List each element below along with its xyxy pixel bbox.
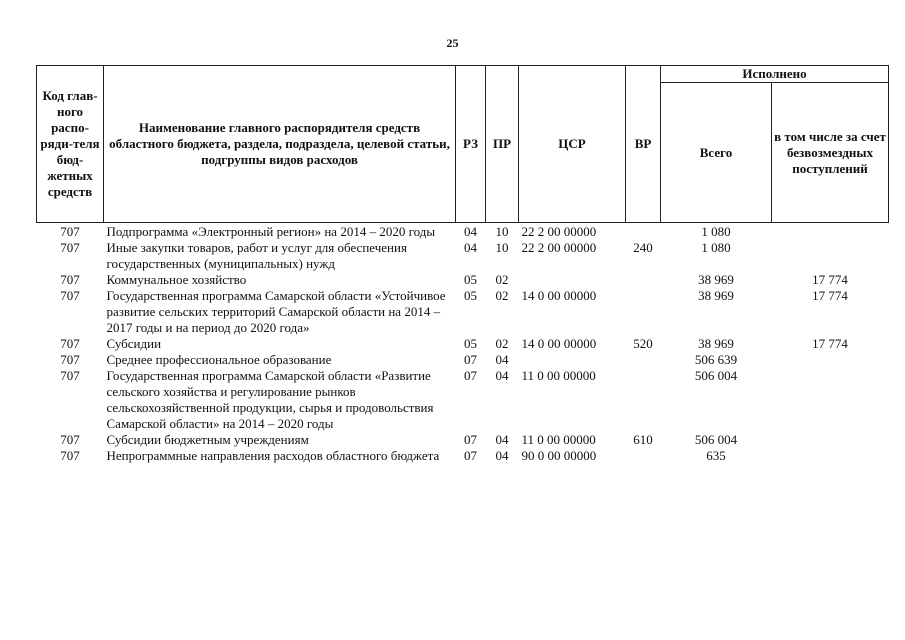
cell-name: Непрограммные направления расходов областного бюджета bbox=[106, 448, 440, 463]
cell-total: 1 080 bbox=[701, 224, 731, 239]
cell-free bbox=[772, 352, 889, 368]
cell-total: 506 004 bbox=[694, 368, 738, 383]
cell-total: 38 969 bbox=[698, 336, 734, 351]
cell-free: 17 774 bbox=[812, 288, 848, 303]
cell-csr: 22 2 00 00000 bbox=[521, 224, 597, 239]
table-row bbox=[37, 432, 889, 448]
header-vr: ВР bbox=[626, 66, 661, 223]
cell-vr: 240 bbox=[633, 240, 653, 255]
cell-csr: 11 0 00 00000 bbox=[521, 368, 596, 383]
cell-rz: 07 bbox=[464, 448, 477, 463]
cell-rz: 04 bbox=[464, 224, 477, 239]
cell-rz: 07 bbox=[464, 352, 477, 367]
cell-code: 707 bbox=[60, 352, 80, 367]
cell-vr bbox=[626, 448, 661, 464]
cell-rz: 05 bbox=[464, 272, 477, 287]
cell-code: 707 bbox=[60, 448, 80, 463]
cell-free bbox=[772, 240, 889, 272]
table-row bbox=[37, 223, 889, 241]
table-body bbox=[37, 223, 889, 465]
header-pr: ПР bbox=[486, 66, 519, 223]
cell-free bbox=[772, 448, 889, 464]
cell-pr: 04 bbox=[495, 368, 509, 383]
cell-pr: 10 bbox=[495, 224, 509, 239]
table-row bbox=[37, 272, 889, 288]
cell-rz: 07 bbox=[464, 432, 477, 447]
cell-vr bbox=[626, 368, 661, 432]
cell-rz: 04 bbox=[464, 240, 477, 255]
table-row bbox=[37, 288, 889, 336]
cell-pr: 02 bbox=[495, 288, 509, 303]
cell-total: 635 bbox=[706, 448, 726, 463]
table-row bbox=[37, 240, 889, 272]
cell-code: 707 bbox=[60, 336, 80, 351]
cell-vr: 520 bbox=[633, 336, 653, 351]
cell-code: 707 bbox=[60, 368, 80, 383]
header-executed: Исполнено bbox=[661, 66, 889, 83]
budget-table bbox=[36, 65, 889, 464]
header-free: в том числе за счет безвозмездных поступлений bbox=[772, 83, 889, 223]
cell-vr bbox=[626, 272, 661, 288]
cell-csr bbox=[519, 272, 626, 288]
cell-pr: 02 bbox=[495, 336, 509, 351]
cell-csr: 90 0 00 00000 bbox=[521, 448, 597, 463]
cell-total: 1 080 bbox=[701, 240, 731, 255]
header-csr: ЦСР bbox=[519, 66, 626, 223]
header-code: Код глав-ного распо-ряди-теля бюд-жетных средств bbox=[37, 66, 104, 223]
cell-vr bbox=[626, 288, 661, 336]
header-name: Наименование главного распорядителя средств областного бюджета, раздела, подраздела, целевой статьи, подгруппы видов расходов bbox=[104, 66, 456, 223]
cell-csr bbox=[519, 352, 626, 368]
cell-name: Государственная программа Самарской области «Устойчивое развитие сельских территорий Самарской области на 2014 – 2017 годы и на период до 2020 года» bbox=[106, 288, 446, 335]
cell-vr bbox=[626, 223, 661, 241]
cell-name: Субсидии бюджетным учреждениям bbox=[106, 432, 309, 447]
table-row bbox=[37, 448, 889, 464]
cell-rz: 05 bbox=[464, 288, 477, 303]
table-header bbox=[37, 66, 889, 223]
cell-total: 506 639 bbox=[694, 352, 738, 367]
cell-csr: 14 0 00 00000 bbox=[521, 288, 597, 303]
table-row bbox=[37, 368, 889, 432]
cell-name: Коммунальное хозяйство bbox=[106, 272, 247, 287]
cell-total: 38 969 bbox=[698, 272, 734, 287]
cell-code: 707 bbox=[60, 432, 80, 447]
cell-code: 707 bbox=[60, 288, 80, 303]
cell-free bbox=[772, 368, 889, 432]
cell-rz: 07 bbox=[464, 368, 477, 383]
header-total: Всего bbox=[661, 83, 772, 223]
cell-free bbox=[772, 432, 889, 448]
cell-name: Среднее профессиональное образование bbox=[106, 352, 332, 367]
cell-csr: 11 0 00 00000 bbox=[521, 432, 596, 447]
cell-name: Подпрограмма «Электронный регион» на 2014 – 2020 годы bbox=[106, 224, 436, 239]
cell-csr: 14 0 00 00000 bbox=[521, 336, 597, 351]
cell-code: 707 bbox=[60, 272, 80, 287]
cell-vr bbox=[626, 352, 661, 368]
cell-name: Иные закупки товаров, работ и услуг для обеспечения государственных (муниципальных) нужд bbox=[106, 240, 407, 271]
cell-free: 17 774 bbox=[812, 272, 848, 287]
cell-pr: 02 bbox=[495, 272, 509, 287]
cell-free bbox=[772, 223, 889, 241]
cell-pr: 10 bbox=[495, 240, 509, 255]
cell-code: 707 bbox=[60, 224, 80, 239]
cell-pr: 04 bbox=[495, 448, 509, 463]
cell-free: 17 774 bbox=[812, 336, 848, 351]
table-row bbox=[37, 336, 889, 352]
cell-csr: 22 2 00 00000 bbox=[521, 240, 597, 255]
cell-total: 506 004 bbox=[694, 432, 738, 447]
cell-name: Субсидии bbox=[106, 336, 162, 351]
cell-pr: 04 bbox=[495, 352, 509, 367]
cell-name: Государственная программа Самарской области «Развитие сельского хозяйства и регулирование рынков сельскохозяйственной продукции, сырья и продовольствия Самарской области» на 2014 – 2020 годы bbox=[106, 368, 434, 431]
table-row bbox=[37, 352, 889, 368]
cell-total: 38 969 bbox=[698, 288, 734, 303]
page-number: 25 bbox=[446, 36, 459, 50]
header-rz: РЗ bbox=[456, 66, 486, 223]
cell-rz: 05 bbox=[464, 336, 477, 351]
cell-pr: 04 bbox=[495, 432, 509, 447]
cell-vr: 610 bbox=[633, 432, 653, 447]
cell-code: 707 bbox=[60, 240, 80, 255]
